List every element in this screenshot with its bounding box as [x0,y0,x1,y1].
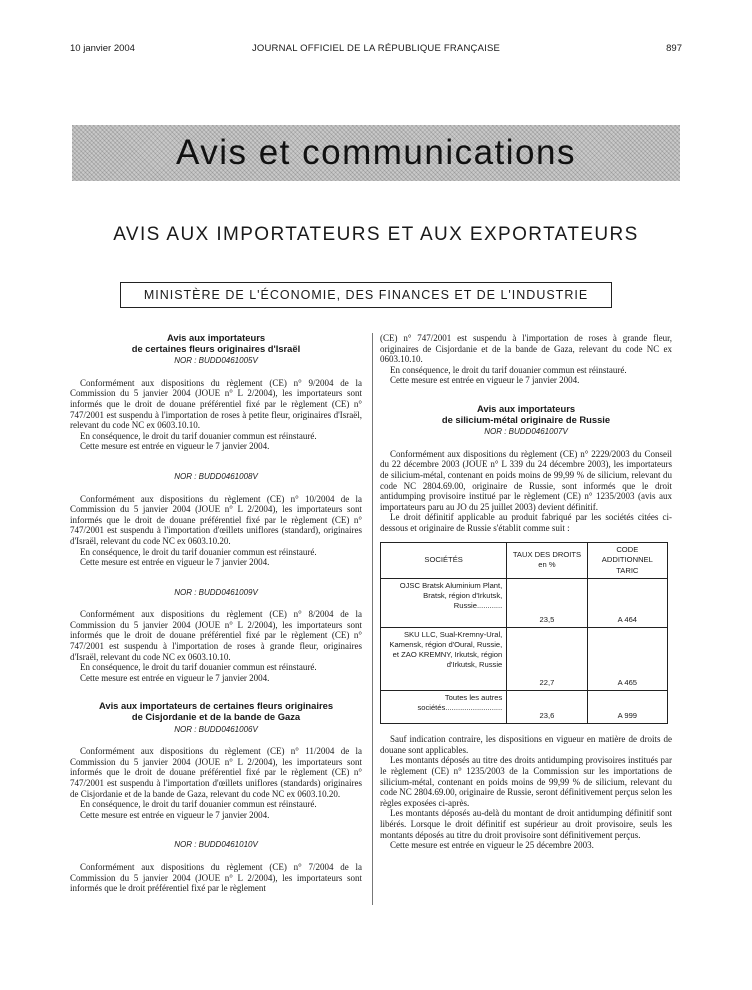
paragraph: Cette mesure est entrée en vigueur le 7 janvier 2004. [390,375,580,386]
rate-cell: 22,7 [507,628,587,691]
taric-cell: A 464 [587,579,667,628]
column-header: SOCIÉTÉS [381,542,507,579]
header-date: 10 janvier 2004 [70,43,135,54]
section-banner [72,125,680,181]
paragraph: Cette mesure est entrée en vigueur le 7 janvier 2004. [80,672,270,683]
paragraph: Les montants déposés au-delà du montant de droit antidumping définitif sont libérés. Lorsque le droit définitif est supérieur au droit provisoire, seuls les montants déposés au titre du droit provisoire sont définitivement perçus. [380,808,672,840]
table-row [381,628,668,691]
company-cell: SKU LLC, Sual-Kremny-Ural, Kamensk, région d'Oural, Russie, et ZAO KREMNY, Irkutsk, région d'Irkutsk, Russie [381,628,507,691]
company-cell: Toutes les autres sociétés........................... [381,691,507,724]
nor-reference: NOR : BUDD0461008V [174,471,258,481]
paragraph: Conformément aux dispositions du règlement (CE) n° 7/2004 de la Commission du 5 janvier 2004 (JOUE n° L 2/2004), les importateurs sont informés que le droit préférentiel fixé par le règlement [70,861,362,894]
column-header: TAUX DES DROITS en % [507,542,587,579]
paragraph: Sauf indication contraire, les dispositions en vigueur en matière de droits de douane sont applicables. [380,734,672,755]
section-title: de Cisjordanie et de la bande de Gaza [131,711,301,723]
section-title: de silicium-métal originaire de Russie [441,413,611,425]
duty-rates-table [380,542,668,725]
section-title: de certaines fleurs originaires d'Israël [131,342,301,354]
banner-title: Avis et communications [175,133,576,172]
paragraph: Cette mesure est entrée en vigueur le 7 janvier 2004. [80,809,270,820]
paragraph: Cette mesure est entrée en vigueur le 7 janvier 2004. [80,441,270,452]
rate-cell: 23,5 [507,579,587,628]
main-title: AVIS AUX IMPORTATEURS ET AUX EXPORTATEURS [113,224,639,245]
paragraph: Conformément aux dispositions du règlement (CE) n° 10/2004 de la Commission du 5 janvier 2004 (JOUE n° L 2/2004), les importateurs sont informés que le droit de douane préférentiel fixé par le règlement (CE) n° 747/2001 est suspendu à l'importation d'œillets uniflores (standard), originaires d'Israël, relevant du code NC ex 0603.10.20. [70,493,362,546]
company-cell: OJSC Bratsk Aluminium Plant, Bratsk, région d'Irkutsk, Russie............ [381,579,507,628]
paragraph: (CE) n° 747/2001 est suspendu à l'importation de roses à grande fleur, originaires de Cisjordanie et de la bande de Gaza, relevant du code NC ex 0603.10.10. [380,333,672,365]
paragraph: Le droit définitif applicable au produit fabriqué par les sociétés citées ci-dessous et originaire de Russie s'établit comme suit : [380,512,672,533]
left-column [70,333,362,894]
column-header: CODE ADDITIONNEL TARIC [587,542,667,579]
section-title: Avis aux importateurs [476,402,576,414]
header-page-number: 897 [666,43,682,54]
table-row [381,579,668,628]
nor-reference: NOR : BUDD0461010V [174,840,258,850]
nor-reference: NOR : BUDD0461009V [174,587,258,597]
paragraph: Conformément aux dispositions du règlement (CE) n° 8/2004 de la Commission du 5 janvier 2004 (JOUE n° L 2/2004), les importateurs sont informés que le droit de douane préférentiel fixé par le règlement (CE) n° 747/2001 est suspendu à l'importation de roses à grande fleur, originaires d'Israël, relevant du code NC ex 0603.10.10. [70,609,362,662]
paragraph: Conformément aux dispositions du règlement (CE) n° 11/2004 de la Commission du 5 janvier 2004 (JOUE n° L 2/2004), les importateurs sont informés que le droit de douane préférentiel fixé par le règlement (CE) n° 747/2001 est suspendu à l'importation d'œillets uniflores (standards) originaires de Cisjordanie et de la bande de Gaza, relevant du code NC ex 0603.10.20. [70,746,362,799]
paragraph: Conformément aux dispositions du règlement (CE) n° 2229/2003 du Conseil du 22 décembre 2003 (JOUE n° L 339 du 24 décembre 2003), les importateurs de silicium-métal, contenant en poids moins de 99,99 % de silicium, relevant du code NC 2804.69.00, originaire de Russie, sont informés que le droit antidumping provisoire institué par le règlement (CE) n° 1235/2003 (avis aux importateurs paru au JO du 25 juillet 2003) devient définitif. [380,448,672,512]
table-row [381,691,668,724]
paragraph: En conséquence, le droit du tarif douanier commun est réinstauré. [80,662,317,673]
nor-reference: NOR : BUDD0461005V [174,356,258,366]
table-header-row [381,542,668,579]
section-title: Avis aux importateurs de certaines fleurs originaires [98,700,334,712]
column-divider [372,333,373,905]
paragraph: En conséquence, le droit du tarif douanier commun est réinstauré. [80,799,317,810]
nor-reference: NOR : BUDD0461006V [174,724,258,734]
paragraph: En conséquence, le droit du tarif douanier commun est réinstauré. [390,364,627,375]
nor-reference: NOR : BUDD0461007V [484,427,568,437]
paragraph: Conformément aux dispositions du règlement (CE) n° 9/2004 de la Commission du 5 janvier 2004 (JOUE n° L 2/2004), les importateurs sont informés que le droit de douane préférentiel fixé par le règlement (CE) n° 747/2001 est suspendu à l'importation de roses à petite fleur, originaires d'Israël, relevant du code NC ex 0603.10.10. [70,377,362,431]
taric-cell: A 465 [587,628,667,691]
header-journal: JOURNAL OFFICIEL DE LA RÉPUBLIQUE FRANÇAISE [251,43,501,54]
paragraph: Les montants déposés au titre des droits antidumping provisoires institués par le règlement (CE) n° 1235/2003 de la Commission sur les importations de silicium-métal, contenant en poids moins de 99,99 % de silicium, relevant du code NC 2804.69.00, originaire de Russie, seront définitivement perçus selon les règles exposées ci-après. [380,755,672,808]
section-title: Avis aux importateurs [166,332,266,343]
paragraph: Cette mesure est entrée en vigueur le 25 décembre 2003. [390,840,594,851]
page-header [70,43,682,57]
paragraph: Cette mesure est entrée en vigueur le 7 janvier 2004. [80,557,270,568]
ministry-box [120,282,612,308]
paragraph: En conséquence, le droit du tarif douanier commun est réinstauré. [80,430,317,441]
right-column [380,333,672,851]
rate-cell: 23,6 [507,691,587,724]
paragraph: En conséquence, le droit du tarif douanier commun est réinstauré. [80,546,317,557]
taric-cell: A 999 [587,691,667,724]
ministry-name: MINISTÈRE DE L'ÉCONOMIE, DES FINANCES ET DE L'INDUSTRIE [143,288,589,302]
